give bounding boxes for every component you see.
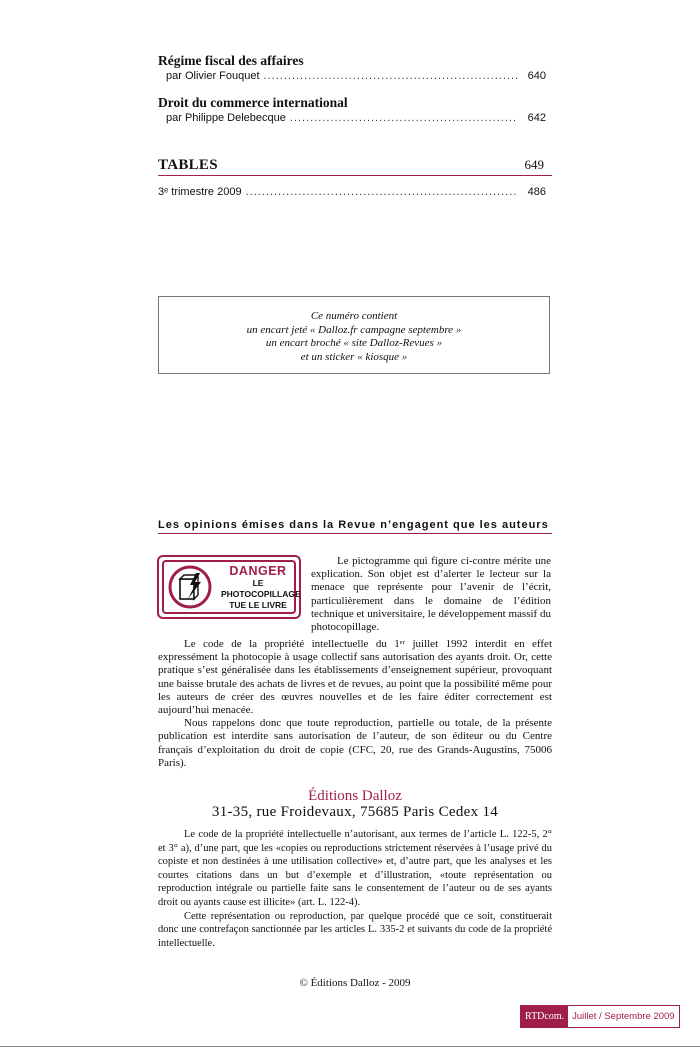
legal-paragraph: Le code de la propriété intellectuelle n’autorisant, aux termes de l’article L. 122-5, 2° et 3° a), d’une part, que les «copies ou reproductions strictement réservées à l’usage privé du copiste et non destinées à une utilisation collective» et, d’autre part, que les analyses et les courtes citations dans un but d’exemple et d’illustration, «toute représentation ou reproduction intégrale ou partielle faite sans le consentement de l’auteur ou de ses ayants droit ou ayants cause est illicite» (art. L. 122-4). [158, 829, 552, 908]
danger-line: LE [252, 578, 264, 588]
journal-logo: RTDcom. [521, 1006, 568, 1027]
tables-entry [158, 185, 546, 200]
book-lightning-icon [168, 565, 212, 609]
tables-entry-page: 486 [527, 186, 546, 198]
toc-section-title: Droit du commerce international [158, 95, 348, 110]
legal-notice-text [158, 828, 552, 950]
toc-author: par Olivier Fouquet [166, 70, 260, 82]
pictogram-paragraph: Le pictogramme qui figure ci-contre mérite une explication. Son objet est d’alerter le lecteur sur la menace que représente pour l’avenir de l’écrit, particulièrement dans le domaine de l’édition technique et universitaire, le développement massif du photocopillage. [311, 555, 551, 634]
tables-page-number: 649 [524, 157, 544, 172]
danger-photocopy-logo [157, 555, 301, 619]
publisher-block [158, 788, 552, 821]
law-paragraph: Nous rappelons donc que toute reproduction, partielle ou totale, de la présente publication est interdite sans autorisation de l’auteur, de son éditeur ou du Centre français d’exploitation du droit de copie (CFC, 20, rue des Grands-Augustins, 75006 Paris). [158, 717, 552, 769]
issue-date: Juillet / Septembre 2009 [572, 1011, 675, 1022]
toc-entry [158, 53, 546, 84]
toc-section-title: Régime fiscal des affaires [158, 53, 304, 68]
toc-author: par Philippe Delebecque [166, 112, 286, 124]
page-footer-badge [520, 1005, 680, 1028]
tables-heading [158, 157, 552, 176]
bottom-divider [0, 1046, 700, 1047]
danger-logo-text [221, 564, 301, 611]
tables-entry-label: 3ᵉ trimestre 2009 [158, 186, 242, 198]
publisher-name: Éditions Dalloz [308, 788, 402, 804]
toc-entry [158, 95, 546, 126]
toc-leader-dots [290, 111, 518, 126]
insert-line: Ce numéro contient [310, 310, 398, 322]
toc-page-number: 640 [527, 70, 546, 82]
copyright-line: © Éditions Dalloz - 2009 [299, 977, 411, 989]
insert-line: et un sticker « kiosque » [300, 350, 408, 363]
insert-notice-box [158, 296, 550, 374]
danger-word: DANGER [229, 564, 287, 578]
copyright-law-text [158, 638, 552, 770]
toc-page-number: 642 [527, 112, 546, 124]
publisher-address: 31-35, rue Froidevaux, 75685 Paris Cedex 14 [211, 804, 499, 820]
toc-row [158, 69, 546, 84]
insert-line: un encart broché « site Dalloz-Revues » [265, 337, 443, 349]
toc-row [158, 111, 546, 126]
toc-leader-dots [264, 69, 518, 84]
tables-label: TABLES [158, 157, 218, 173]
legal-paragraph: Cette représentation ou reproduction, par quelque procédé que ce soit, constituerait donc une contrefaçon sanctionnée par les articles L. 335-2 et suivants du code de la propriété intellectuelle. [158, 910, 552, 949]
danger-line: TUE LE LIVRE [229, 600, 287, 610]
disclaimer-heading: Les opinions émises dans la Revue n’engagent que les auteurs [158, 519, 552, 534]
toc-leader-dots [246, 185, 518, 200]
pictogram-explanation [311, 555, 551, 634]
toc-row [158, 185, 546, 200]
danger-line: PHOTOCOPILLAGE [221, 589, 301, 599]
insert-line: un encart jeté « Dalloz.fr campagne septembre » [246, 323, 462, 336]
law-paragraph: Le code de la propriété intellectuelle du 1ᵉʳ juillet 1992 interdit en effet expressément la photocopie à usage collectif sans autorisation des ayants droit. Or, cette pratique s’est généralisée dans les établissements d’enseignement supérieur, provoquant une baisse brutale des achats de livres et de revues, au point que la possibilité même pour les auteurs de créer des œuvres nouvelles et de les faire éditer correctement est aujourd’hui menacée. [158, 638, 552, 717]
